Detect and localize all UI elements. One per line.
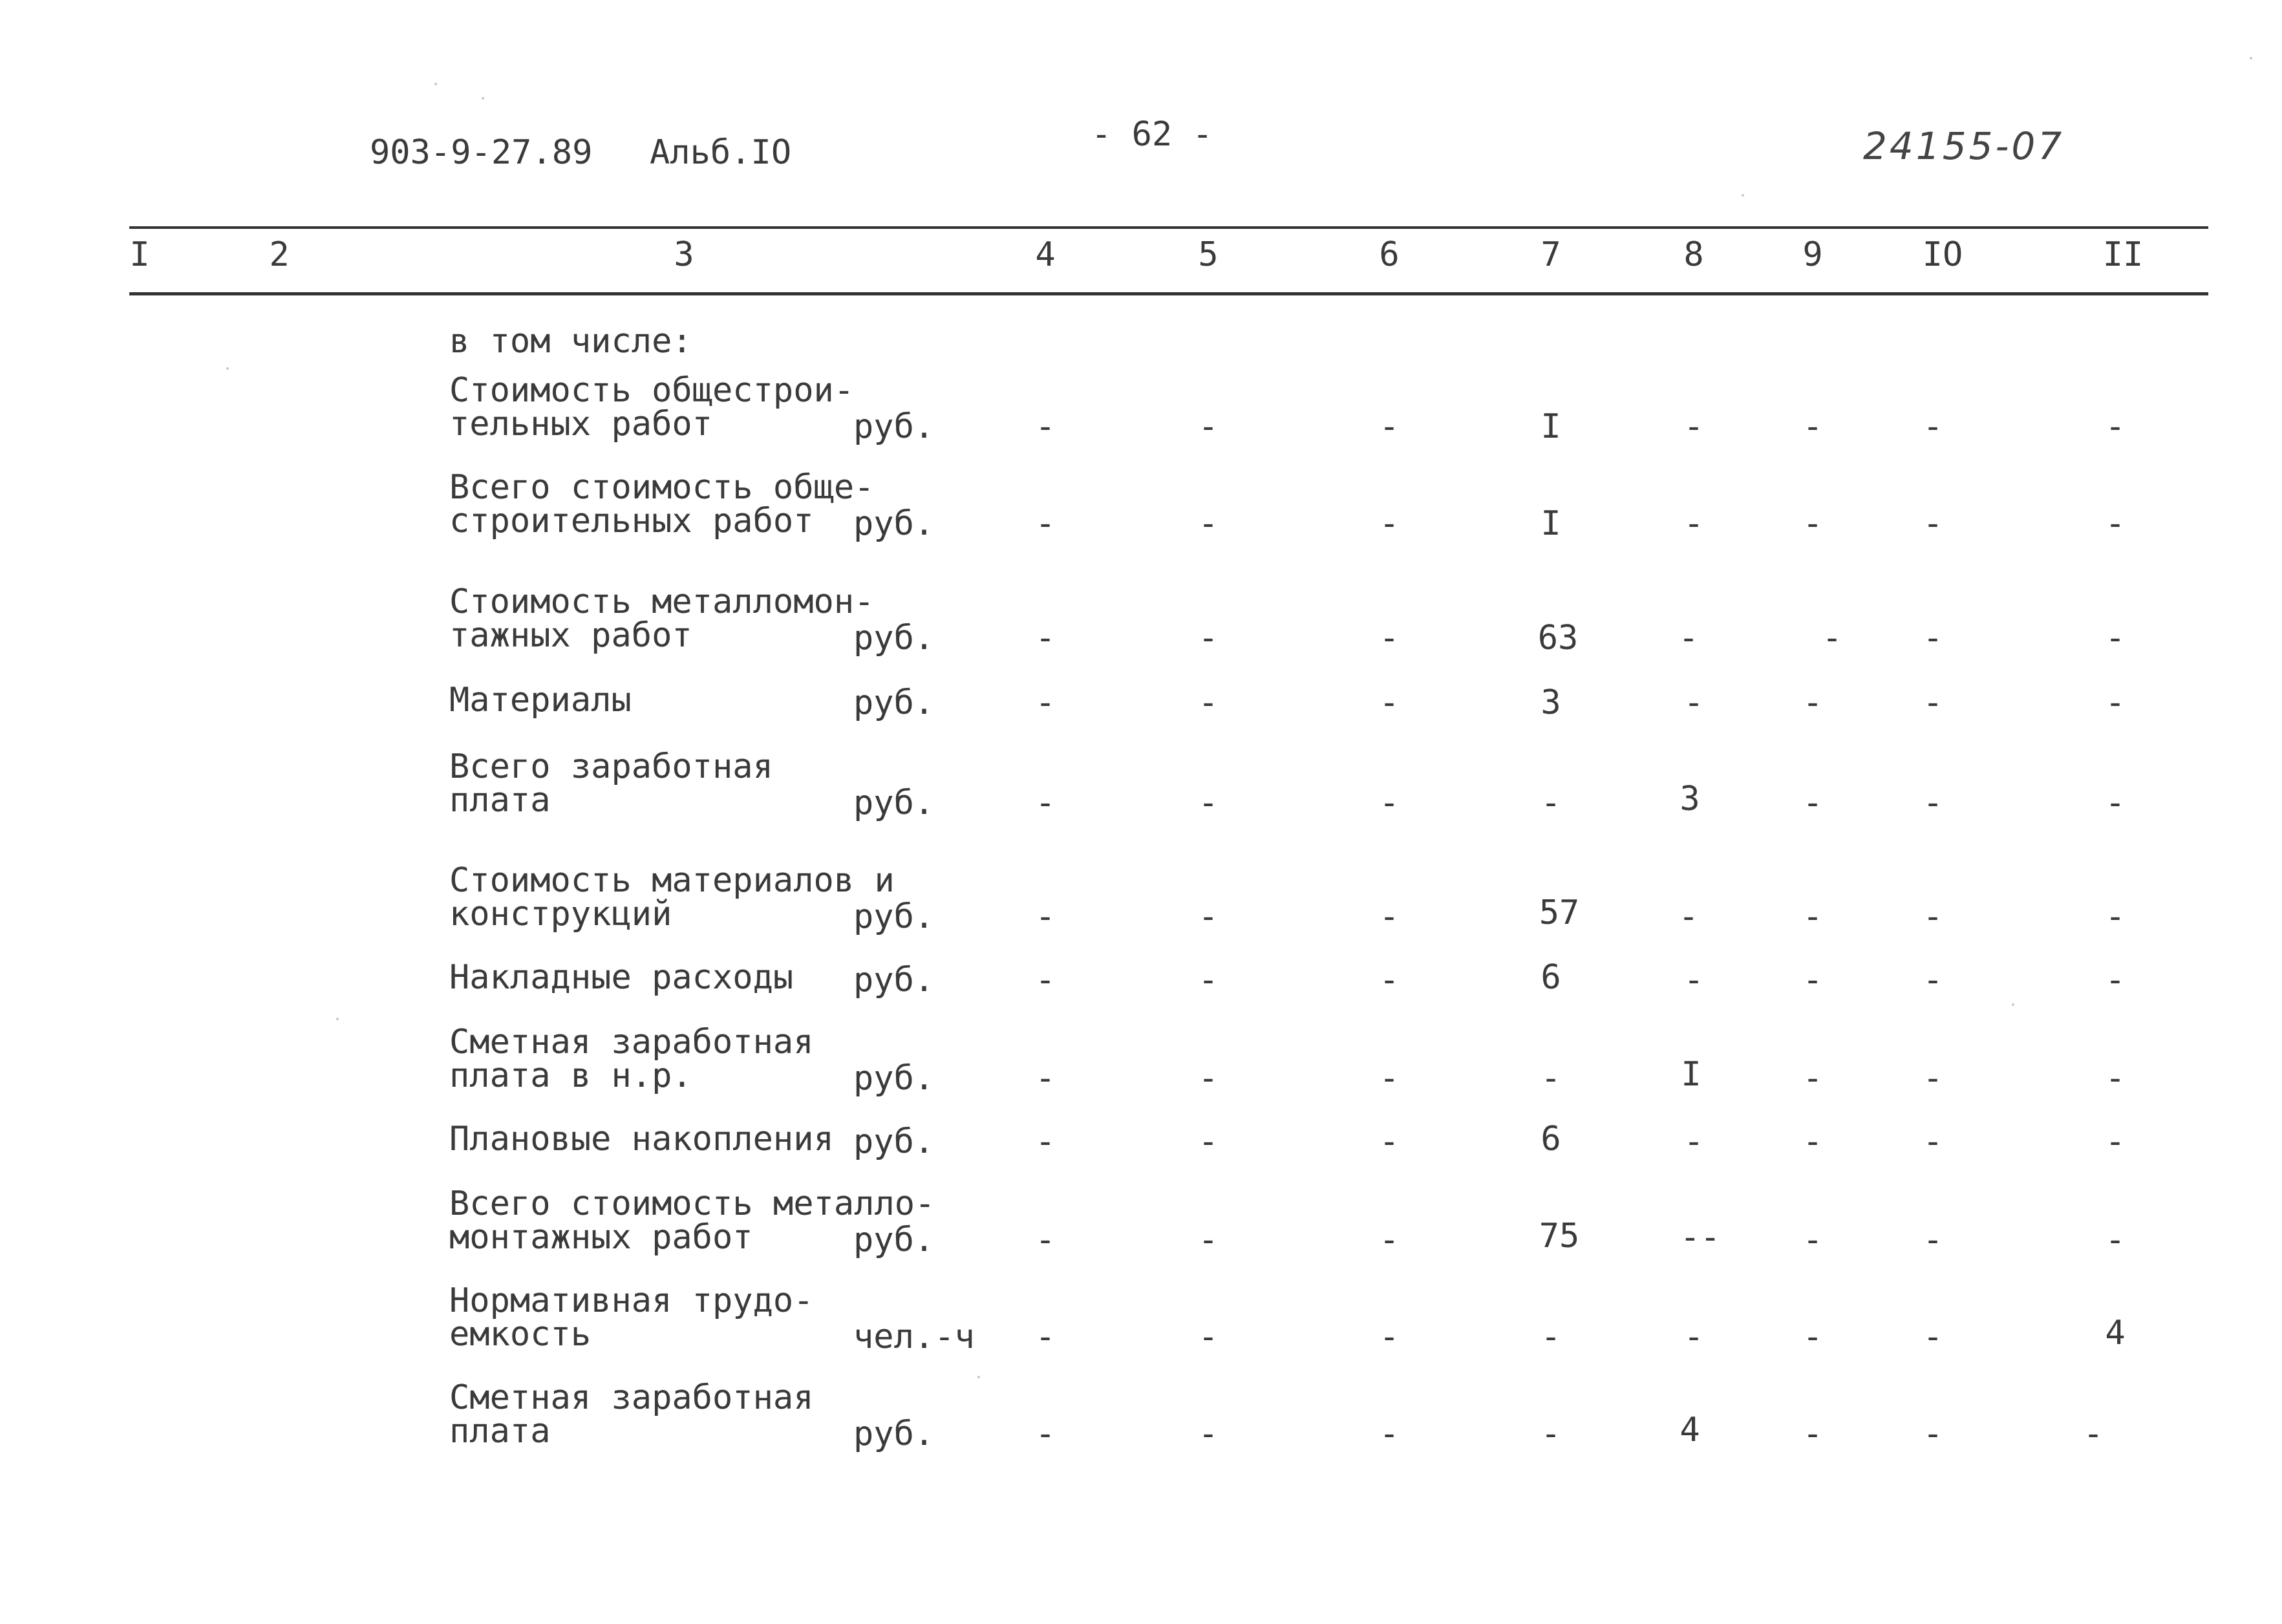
cell-col-11: - xyxy=(2105,784,2126,822)
cell-col-7: - xyxy=(1541,1059,1561,1098)
row-label-line-1: Всего стоимость металло- xyxy=(449,1184,935,1223)
cell-col-9: - xyxy=(1802,407,1823,446)
cell-col-4: - xyxy=(1035,784,1056,822)
row-description xyxy=(449,747,773,820)
row-unit: руб. xyxy=(853,784,935,822)
cell-col-10: - xyxy=(1923,683,1943,722)
cell-col-9: - xyxy=(1802,784,1823,822)
cell-col-5: - xyxy=(1198,504,1219,543)
cell-col-8: -- xyxy=(1680,1218,1721,1257)
row-label-line-2: плата xyxy=(449,1412,551,1451)
cell-col-10: - xyxy=(1923,897,1943,936)
cell-col-8: - xyxy=(1678,619,1699,657)
col-header-11: II xyxy=(2102,235,2144,274)
row-description xyxy=(449,1025,814,1093)
row-label-line-1: Накладные расходы xyxy=(449,958,794,997)
row-description xyxy=(449,371,855,443)
row-label-line-1: Всего стоимость обще- xyxy=(449,468,875,507)
cell-col-4: - xyxy=(1035,897,1056,936)
row-description xyxy=(449,958,794,997)
row-description xyxy=(449,468,875,540)
cell-col-7: 3 xyxy=(1541,683,1561,722)
cell-col-9: - xyxy=(1802,1122,1823,1161)
col-header-5: 5 xyxy=(1198,235,1219,274)
cell-col-5: - xyxy=(1198,1059,1219,1098)
cell-col-11: - xyxy=(2083,1415,2104,1453)
row-unit: чел.-ч xyxy=(853,1318,975,1356)
header-bottom-rule xyxy=(129,292,2208,295)
row-unit: руб. xyxy=(853,619,935,657)
col-header-4: 4 xyxy=(1035,235,1056,274)
cell-col-8: - xyxy=(1683,683,1704,722)
cell-col-10: - xyxy=(1923,961,1943,999)
cell-col-4: - xyxy=(1035,1122,1056,1161)
row-unit: руб. xyxy=(853,1122,935,1161)
cell-col-4: - xyxy=(1035,619,1056,657)
cell-col-10: - xyxy=(1923,1122,1943,1161)
row-label-line-1: Сметная заработная xyxy=(449,1378,814,1417)
cell-col-7: I xyxy=(1541,504,1561,543)
row-description xyxy=(449,861,895,934)
cell-col-8: - xyxy=(1683,1318,1704,1356)
cell-col-6: - xyxy=(1379,1318,1400,1356)
row-label-line-2: плата xyxy=(449,781,551,820)
cell-col-7: 57 xyxy=(1539,893,1580,932)
cell-col-9: - xyxy=(1802,504,1823,543)
row-description xyxy=(449,1378,814,1451)
cell-col-6: - xyxy=(1379,407,1400,446)
row-label-line-1: Материалы xyxy=(449,681,632,720)
cell-col-5: - xyxy=(1198,897,1219,936)
cell-col-8: - xyxy=(1683,961,1704,999)
cell-col-9: - xyxy=(1802,683,1823,722)
row-description xyxy=(449,1120,834,1159)
cell-col-10: - xyxy=(1923,504,1943,543)
row-label-line-1: Нормативная трудо- xyxy=(449,1281,814,1320)
cell-col-7: 63 xyxy=(1537,619,1579,657)
row-unit: руб. xyxy=(853,961,935,999)
cell-col-4: - xyxy=(1035,504,1056,543)
page-number: - 62 - xyxy=(1091,115,1213,154)
row-label-line-2: тельных работ xyxy=(449,405,712,443)
cell-col-6: - xyxy=(1379,1221,1400,1259)
cell-col-8: I xyxy=(1681,1055,1701,1094)
row-label-line-2: строительных работ xyxy=(449,502,814,540)
cell-col-9: - xyxy=(1822,619,1842,657)
col-header-8: 8 xyxy=(1683,235,1704,274)
row-label-line-2: емкость xyxy=(449,1315,592,1354)
col-header-3: 3 xyxy=(674,235,694,274)
cell-col-6: - xyxy=(1379,504,1400,543)
row-description xyxy=(449,1281,814,1354)
col-header-10: IO xyxy=(1922,235,1963,274)
row-label-line-1: Стоимость общестрои- xyxy=(449,371,855,410)
document-code: 903-9-27.89 xyxy=(370,133,593,172)
row-unit: руб. xyxy=(853,1221,935,1259)
cell-col-9: - xyxy=(1802,1318,1823,1356)
cell-col-11: - xyxy=(2105,1059,2126,1098)
col-header-9: 9 xyxy=(1802,235,1823,274)
row-label-line-1: Стоимость материалов и xyxy=(449,861,895,900)
cell-col-9: - xyxy=(1802,1059,1823,1098)
row-unit: руб. xyxy=(853,683,935,722)
cell-col-6: - xyxy=(1379,784,1400,822)
cell-col-10: - xyxy=(1923,1059,1943,1098)
row-label-line-2: конструкций xyxy=(449,895,672,934)
cell-col-11: - xyxy=(2105,897,2126,936)
cell-col-11: 4 xyxy=(2105,1314,2126,1352)
cell-col-9: - xyxy=(1802,1221,1823,1259)
cell-col-5: - xyxy=(1198,1221,1219,1259)
cell-col-4: - xyxy=(1035,407,1056,446)
cell-col-5: - xyxy=(1198,784,1219,822)
cell-col-11: - xyxy=(2105,1221,2126,1259)
cell-col-11: - xyxy=(2105,961,2126,999)
row-label-line-2: тажных работ xyxy=(449,616,692,655)
cell-col-8: 3 xyxy=(1680,780,1700,818)
cell-col-11: - xyxy=(2105,1122,2126,1161)
row-label-line-1: Сметная заработная xyxy=(449,1023,814,1062)
row-label-line-1: Плановые накопления xyxy=(449,1120,834,1159)
cell-col-11: - xyxy=(2105,407,2126,446)
cell-col-5: - xyxy=(1198,1415,1219,1453)
cell-col-7: I xyxy=(1541,407,1561,446)
cell-col-6: - xyxy=(1379,619,1400,657)
cell-col-5: - xyxy=(1198,961,1219,999)
cell-col-7: 6 xyxy=(1541,958,1561,997)
row-unit: руб. xyxy=(853,504,935,543)
inventory-stamp: 24155-07 xyxy=(1863,124,2065,168)
album-label: Альб.IO xyxy=(650,133,792,172)
cell-col-7: - xyxy=(1541,784,1561,822)
cell-col-10: - xyxy=(1923,1415,1943,1453)
cell-col-5: - xyxy=(1198,683,1219,722)
cell-col-4: - xyxy=(1035,961,1056,999)
section-intro: в том числе: xyxy=(449,322,692,361)
cell-col-6: - xyxy=(1379,1059,1400,1098)
cell-col-8: 4 xyxy=(1680,1411,1700,1449)
cell-col-9: - xyxy=(1802,961,1823,999)
cell-col-10: - xyxy=(1923,619,1943,657)
cell-col-4: - xyxy=(1035,1221,1056,1259)
cell-col-7: - xyxy=(1541,1318,1561,1356)
cell-col-5: - xyxy=(1198,619,1219,657)
cell-col-8: - xyxy=(1683,407,1704,446)
row-label-line-2: плата в н.р. xyxy=(449,1056,692,1095)
row-unit: руб. xyxy=(853,407,935,446)
cell-col-10: - xyxy=(1923,407,1943,446)
cell-col-8: - xyxy=(1683,504,1704,543)
cell-col-6: - xyxy=(1379,683,1400,722)
cell-col-4: - xyxy=(1035,683,1056,722)
cell-col-10: - xyxy=(1923,1221,1943,1259)
cell-col-11: - xyxy=(2105,504,2126,543)
cell-col-10: - xyxy=(1923,1318,1943,1356)
cell-col-4: - xyxy=(1035,1318,1056,1356)
cell-col-5: - xyxy=(1198,1318,1219,1356)
cell-col-6: - xyxy=(1379,961,1400,999)
cell-col-8: - xyxy=(1678,897,1699,936)
col-header-7: 7 xyxy=(1541,235,1561,274)
cell-col-5: - xyxy=(1198,1122,1219,1161)
row-unit: руб. xyxy=(853,897,935,936)
cell-col-8: - xyxy=(1683,1122,1704,1161)
col-header-2: 2 xyxy=(269,235,290,274)
cell-col-11: - xyxy=(2105,683,2126,722)
cell-col-11: - xyxy=(2105,619,2126,657)
cell-col-6: - xyxy=(1379,897,1400,936)
cell-col-4: - xyxy=(1035,1059,1056,1098)
table-top-rule xyxy=(129,226,2208,229)
col-header-6: 6 xyxy=(1379,235,1400,274)
row-unit: руб. xyxy=(853,1059,935,1098)
row-unit: руб. xyxy=(853,1415,935,1453)
row-description xyxy=(449,681,632,720)
cell-col-7: 6 xyxy=(1541,1120,1561,1159)
col-header-1: I xyxy=(129,235,150,274)
row-description xyxy=(449,582,875,655)
cell-col-5: - xyxy=(1198,407,1219,446)
cell-col-10: - xyxy=(1923,784,1943,822)
cell-col-6: - xyxy=(1379,1122,1400,1161)
row-label-line-2: монтажных работ xyxy=(449,1218,753,1257)
row-label-line-1: Всего заработная xyxy=(449,747,773,786)
row-label-line-1: Стоимость металломон- xyxy=(449,582,875,621)
cell-col-9: - xyxy=(1802,897,1823,936)
cell-col-4: - xyxy=(1035,1415,1056,1453)
cell-col-6: - xyxy=(1379,1415,1400,1453)
cell-col-9: - xyxy=(1802,1415,1823,1453)
cell-col-7: 75 xyxy=(1539,1217,1580,1255)
cell-col-7: - xyxy=(1541,1415,1561,1453)
